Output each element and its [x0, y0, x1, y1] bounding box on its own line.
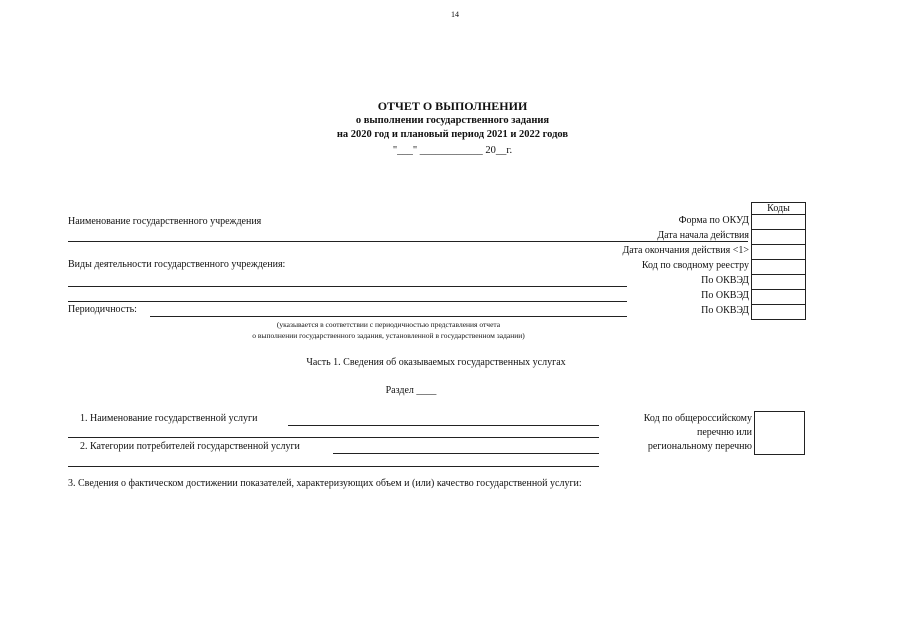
report-title: ОТЧЕТ О ВЫПОЛНЕНИИ [377, 99, 528, 113]
service-name-input-line-2[interactable] [68, 437, 599, 438]
report-subtitle-1: о выполнении государственного задания [355, 115, 550, 126]
activities-input-line-1[interactable] [68, 286, 627, 287]
service-code-label-1: Код по общероссийскому [643, 413, 752, 424]
service-consumers-input-line-2[interactable] [68, 466, 599, 467]
code-row-label: Дата начала действия [657, 230, 749, 241]
codes-header: Коды [767, 203, 790, 214]
indicators-label: 3. Сведения о фактическом достижении показателей, характеризующих объем и (или) качество государственной услуги: [68, 478, 582, 489]
section-label: Раздел ____ [385, 385, 437, 396]
code-cell[interactable] [751, 274, 806, 290]
institution-input-line[interactable] [68, 241, 748, 242]
periodicity-input-line[interactable] [150, 316, 627, 317]
activities-label: Виды деятельности государственного учреждения: [68, 259, 286, 270]
code-row-label: По ОКВЭД [701, 290, 749, 301]
service-name-input-line[interactable] [288, 425, 599, 426]
periodicity-note-2: о выполнении государственного задания, установленной в государственном задании) [252, 331, 525, 340]
periodicity-note-1: (указывается в соответствии с периодичностью представления отчета [276, 320, 501, 329]
part-title: Часть 1. Сведения об оказываемых государственных услугах [306, 357, 566, 368]
code-cell[interactable] [751, 304, 806, 320]
page-number: 14 [451, 10, 459, 19]
code-cell[interactable] [751, 259, 806, 275]
service-consumers-label: 2. Категории потребителей государственной услуги [80, 441, 300, 452]
report-date-line: "___" ____________ 20__г. [392, 145, 513, 156]
code-cell[interactable] [751, 244, 806, 260]
activities-input-line-2[interactable] [68, 301, 627, 302]
periodicity-label: Периодичность: [68, 304, 137, 315]
code-row-label: По ОКВЭД [701, 275, 749, 286]
service-code-box[interactable] [754, 411, 805, 455]
code-row-label: Дата окончания действия <1> [622, 245, 749, 256]
code-cell[interactable] [751, 229, 806, 245]
code-cell[interactable] [751, 214, 806, 230]
code-row-label: По ОКВЭД [701, 305, 749, 316]
service-name-label: 1. Наименование государственной услуги [80, 413, 258, 424]
service-code-label-3: региональному перечню [647, 441, 752, 452]
code-row-label: Код по сводному реестру [641, 260, 749, 271]
code-cell[interactable] [751, 289, 806, 305]
report-subtitle-2: на 2020 год и плановый период 2021 и 2022 годов [336, 129, 569, 140]
institution-label: Наименование государственного учреждения [68, 216, 262, 227]
code-row-label: Форма по ОКУД [678, 215, 749, 226]
service-code-label-2: перечню или [696, 427, 752, 438]
service-consumers-input-line[interactable] [333, 453, 599, 454]
